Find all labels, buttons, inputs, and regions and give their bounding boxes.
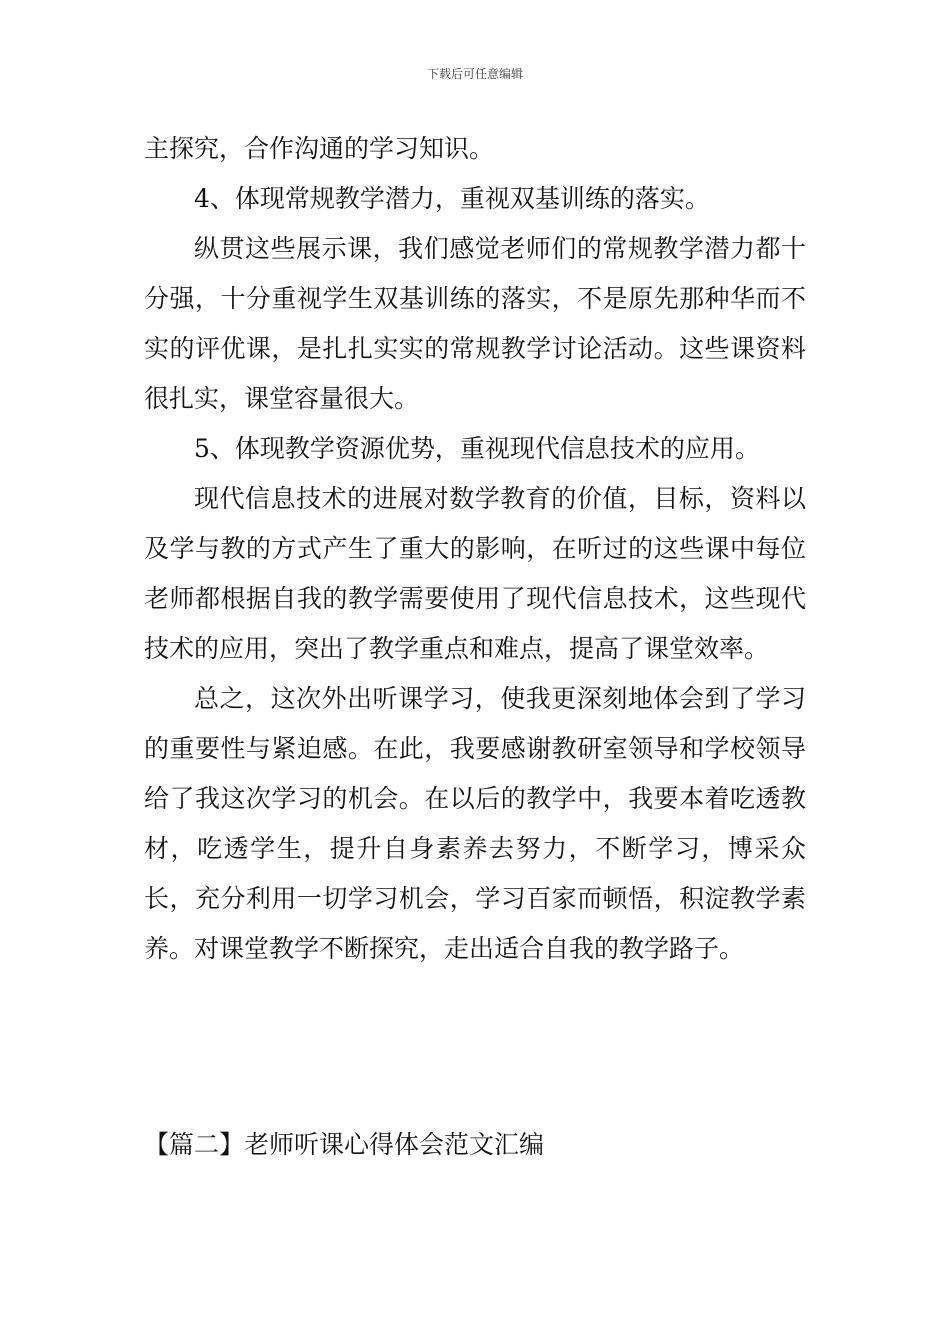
paragraph-2: 4、体现常规教学潜力，重视双基训练的落实。 bbox=[194, 184, 710, 213]
section-title: 【篇二】老师听课心得体会范文汇编 bbox=[144, 1130, 545, 1159]
paragraph-5: 现代信息技术的进展对数学教育的价值，目标，资料以及学与教的方式产生了重大的影响，在听过的这些课中每位老师都根据自我的教学需要使用了现代信息技术，这些现代技术的应用，突出了教学重点和难点，提高了课堂效率。 bbox=[144, 484, 806, 663]
page-header: 下载后可任意编辑 bbox=[426, 67, 523, 81]
paragraph-3: 纵贯这些展示课，我们感觉老师们的常规教学潜力都十分强，十分重视学生双基训练的落实，不是原先那种华而不实的评优课，是扎扎实实的常规教学讨论活动。这些课资料很扎实，课堂容量很大。 bbox=[144, 234, 806, 413]
paragraph-4: 5、体现教学资源优势，重视现代信息技术的应用。 bbox=[194, 434, 760, 463]
paragraph-6: 总之，这次外出听课学习，使我更深刻地体会到了学习的重要性与紧迫感。在此，我要感谢教研室领导和学校领导给了我这次学习的机会。在以后的教学中，我要本着吃透教材，吃透学生，提升自身素养去努力，不断学习，博采众长，充分利用一切学习机会，学习百家而顿悟，积淀教学素养。对课堂教学不断探究，走出适合自我的教学路子。 bbox=[144, 684, 806, 963]
document-body bbox=[144, 124, 806, 974]
paragraph-1: 主探究，合作沟通的学习知识。 bbox=[144, 134, 495, 163]
